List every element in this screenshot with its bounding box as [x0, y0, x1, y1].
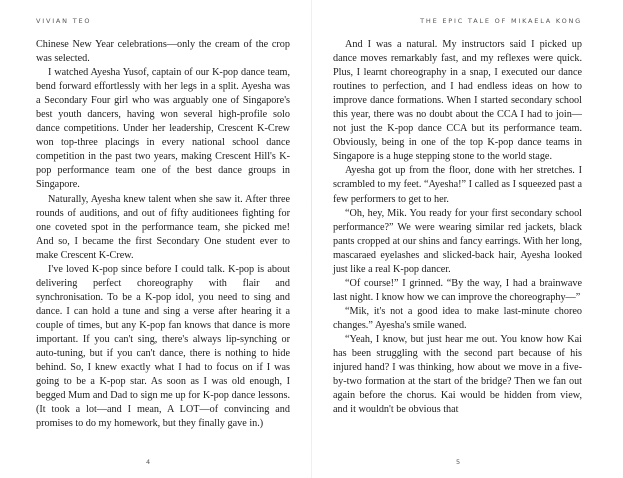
right-page [311, 0, 622, 478]
paragraph: I've loved K-pop since before I could talk. K-pop is about delivering perfect choreography with flair and synchronisation. To be a K-pop idol, you need to sing and dance. I can hold a tune and sing a verse after hearing it a couple of times, but any K-pop fan knows that dance is more important. If you can't sing, there's always lip-synching or auto-tuning, but if you can't dance, there is nothing to hide behind. So, I knew exactly what I had to focus on if I was going to be a K-pop star. As soon as I was old enough, I begged Mum and Dad to sign me up for K-pop dance lessons. (It took a lot—and I mean, A LOT—of convincing and promises to do my homework, but they finally gave in.) [36, 263, 290, 430]
paragraph: “Mik, it's not a good idea to make last-minute choreo changes.” Ayesha's smile waned. [333, 305, 582, 331]
paragraph: I watched Ayesha Yusof, captain of our K-pop dance team, bend forward effortlessly with her legs in a split. Ayesha was a Secondary Four girl who was arguably one of Singapore's best youth dancers, having won several high-profile solo dance competitions. Under her leadership, Crescent K-Crew won top-three placings in every national school dance competition in the past two years, making Crescent Hill's K-pop performance team one of the best dance groups in Singapore. [36, 67, 290, 191]
left-page [0, 0, 311, 478]
running-head-title: THE EPIC TALE OF MIKAELA KONG [420, 17, 582, 25]
paragraph: “Of course!” I grinned. “By the way, I had a brainwave last night. I know how we can improve the choreography—” [333, 277, 582, 303]
page-number: 5 [456, 458, 461, 466]
running-head-author: VIVIAN TEO [36, 17, 92, 25]
paragraph: “Yeah, I know, but just hear me out. You know how Kai has been struggling with the second part because of his injured hand? I was thinking, how about we move in a five-by-two formation at the start of the bridge? Then we fan out again before the chorus. Kai would be hidden from view, and it wouldn't be obvious that [333, 333, 582, 416]
paragraph: “Oh, hey, Mik. You ready for your first secondary school performance?” We were wearing similar red jackets, black pants cropped at our shins and fancy earrings. With her long, mascaraed eyelashes and slicked-back hair, Ayesha looked just like a real K-pop dancer. [333, 207, 582, 275]
paragraph: Chinese New Year celebrations—only the cream of the crop was selected. [36, 39, 290, 65]
left-page-body [36, 38, 290, 431]
page-number: 4 [146, 458, 151, 466]
right-page-body [333, 38, 582, 417]
paragraph: Ayesha got up from the floor, done with her stretches. I scrambled to my feet. “Ayesha!” I called as I squeezed past a few performers to get to her. [333, 165, 582, 205]
paragraph: And I was a natural. My instructors said I picked up dance moves remarkably fast, and my reflexes were quick. Plus, I learnt choreography in a snap, I executed our dance routines to perfection, and I had endless ideas on how to improve dance formations. When I started secondary school this year, there was no doubt about the CCA I had to join—not just the K-pop dance CCA but its performance team. Obviously, being in one of the top K-pop dance teams in Singapore is a huge stepping stone to the world stage. [333, 39, 582, 163]
paragraph: Naturally, Ayesha knew talent when she saw it. After three rounds of auditions, and out of fifty auditionees fighting for one coveted spot in the performance team, she picked me! And so, I became the first Secondary One student ever to make Crescent K-Crew. [36, 193, 290, 261]
